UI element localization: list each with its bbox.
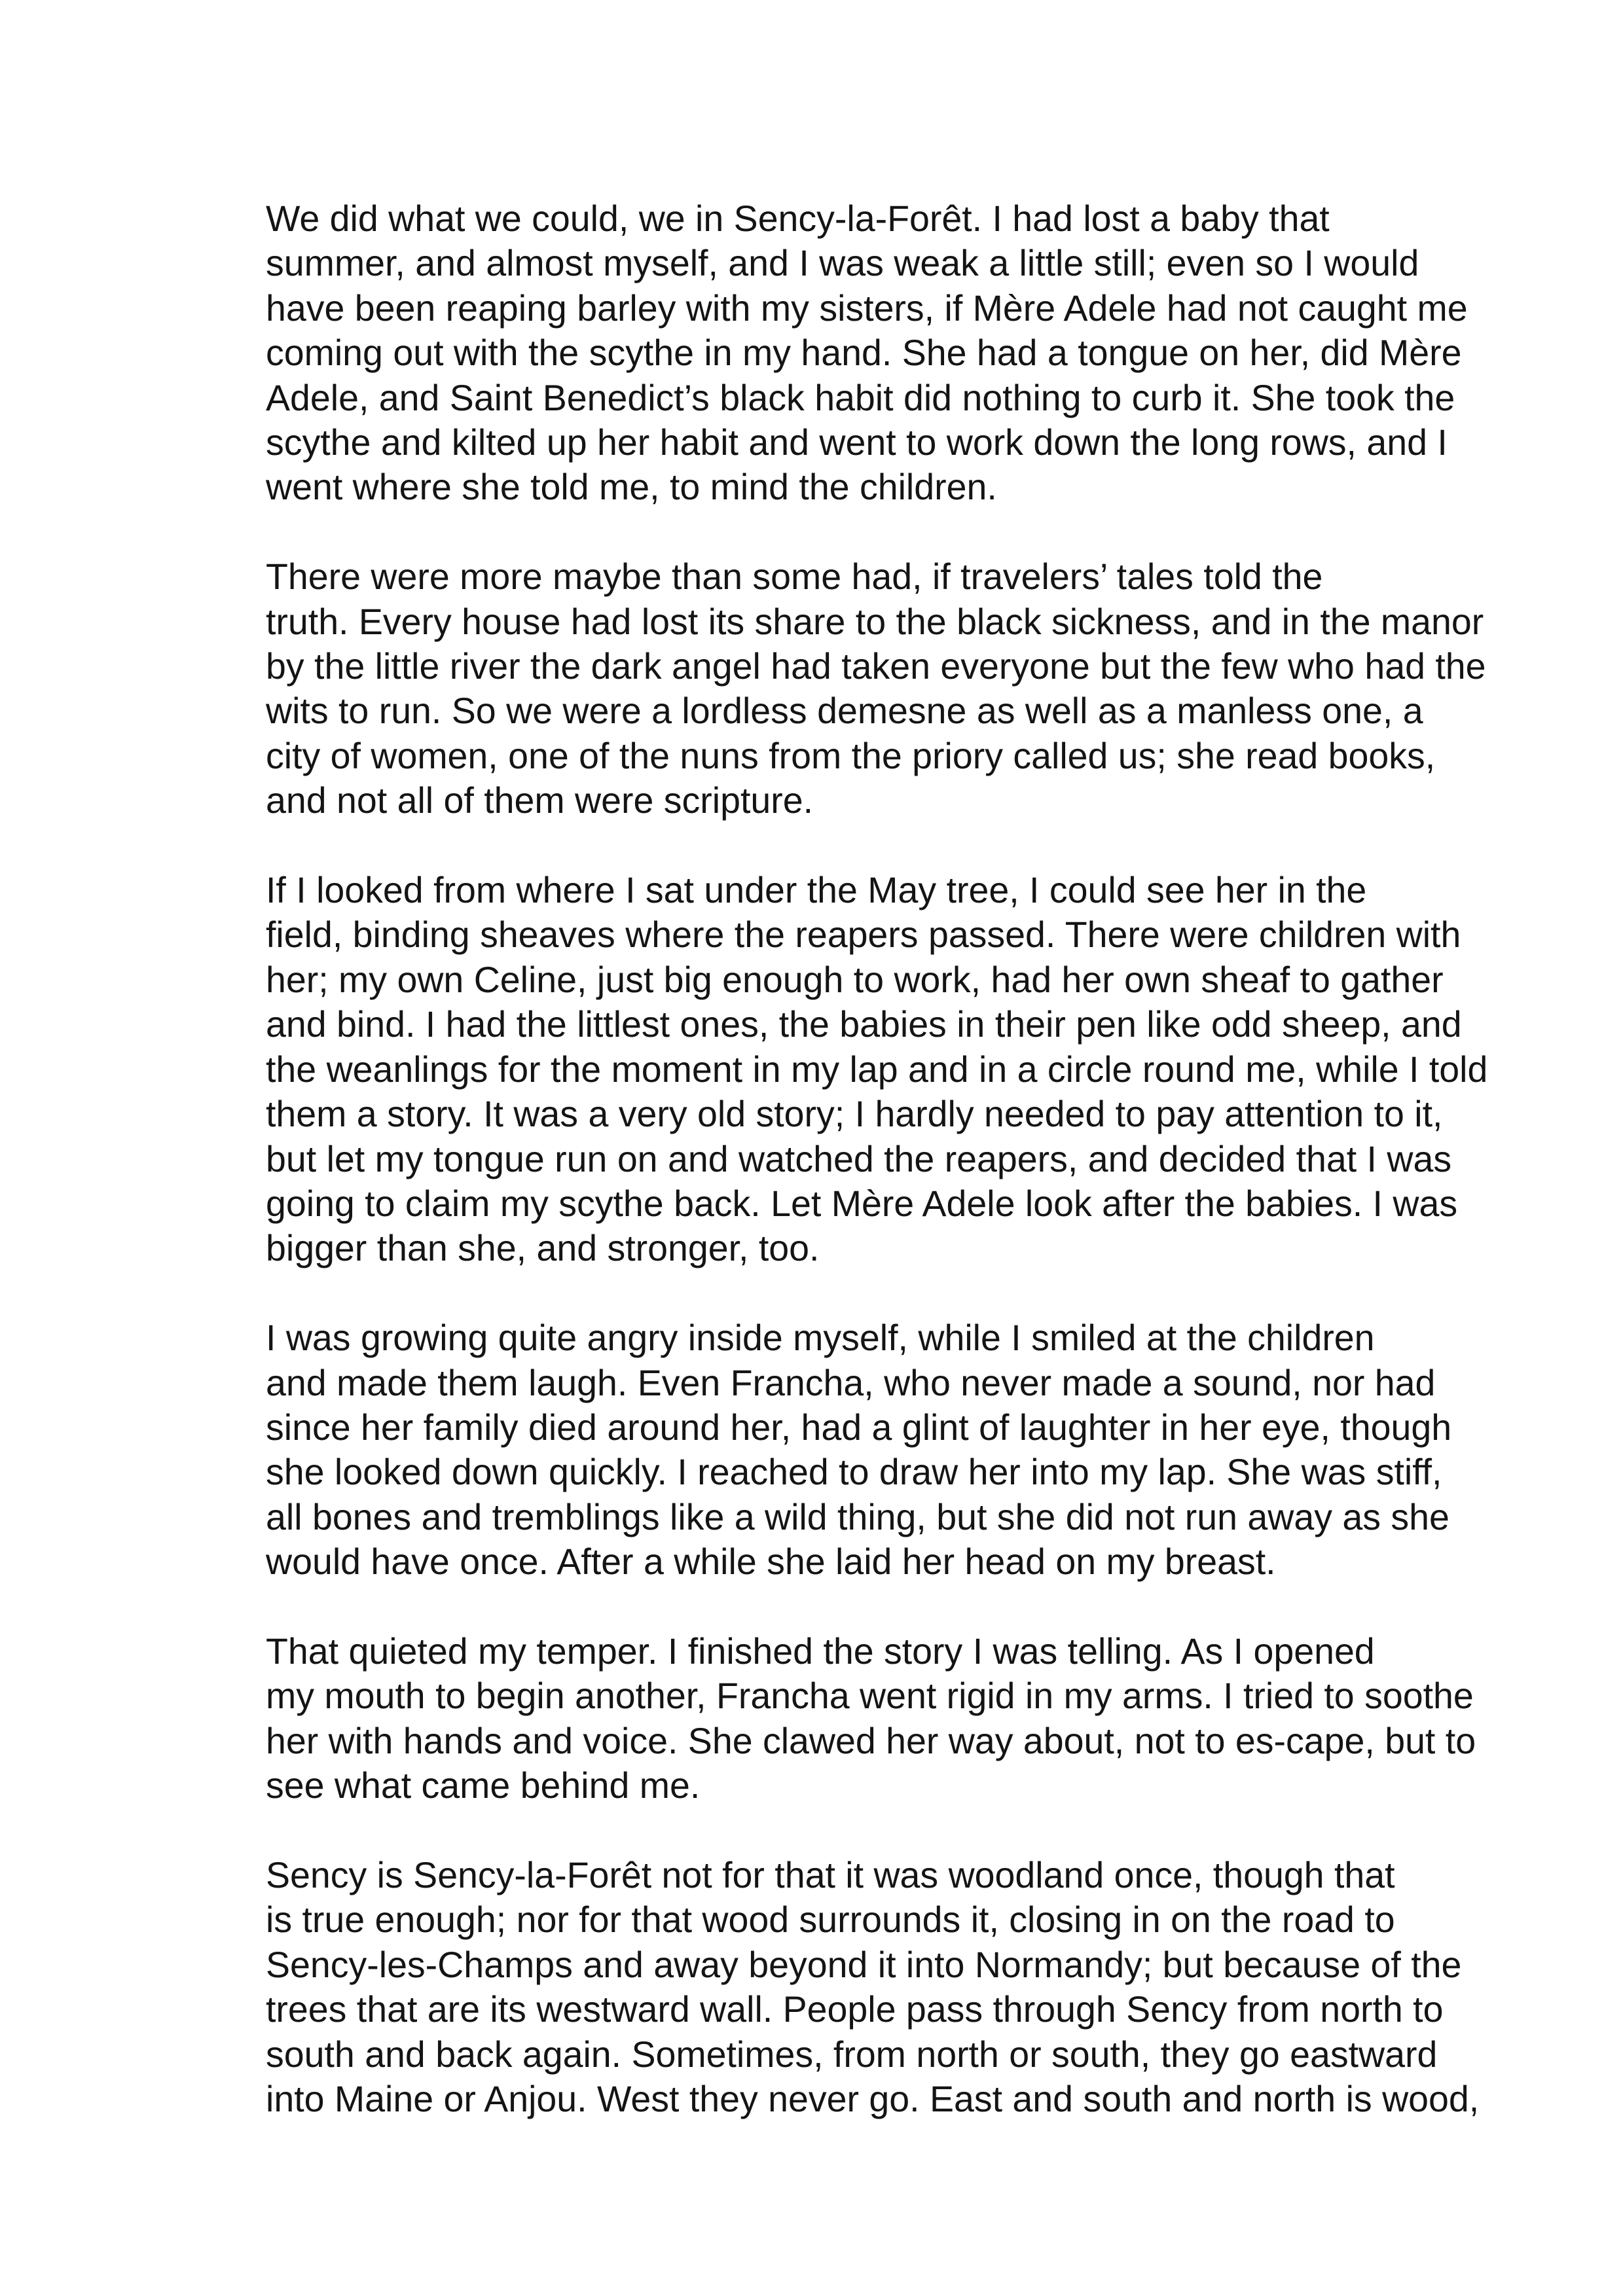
text-line: and made them laugh. Even Francha, who never made a sound, nor had bbox=[266, 1362, 1436, 1403]
text-line: the weanlings for the moment in my lap and in a circle round me, while I told bbox=[266, 1049, 1488, 1090]
text-line: That quieted my temper. I finished the story I was telling. As I opened bbox=[266, 1630, 1375, 1672]
paragraph-5 bbox=[166, 1629, 1476, 1808]
text-line: I was growing quite angry inside myself, while I smiled at the children bbox=[266, 1318, 1375, 1359]
text-line: city of women, one of the nuns from the priory called us; she read books, bbox=[266, 735, 1436, 776]
text-line: south and back again. Sometimes, from north or south, they go eastward bbox=[266, 2034, 1438, 2075]
text-line: and bind. I had the littlest ones, the babies in their pen like odd sheep, and bbox=[266, 1004, 1462, 1045]
text-line: is true enough; nor for that wood surrounds it, closing in on the road to bbox=[266, 1899, 1395, 1941]
text-line: bigger than she, and stronger, too. bbox=[266, 1228, 820, 1269]
text-line: field, binding sheaves where the reapers passed. There were children with bbox=[266, 914, 1461, 956]
text-line: scythe and kilted up her habit and went to work down the long rows, and I bbox=[266, 422, 1448, 463]
text-line: If I looked from where I sat under the May tree, I could see her in the bbox=[266, 870, 1367, 911]
text-line: see what came behind me. bbox=[266, 1765, 701, 1806]
text-line: would have once. After a while she laid her head on my breast. bbox=[266, 1541, 1276, 1583]
text-line: my mouth to begin another, Francha went rigid in my arms. I tried to soothe bbox=[266, 1676, 1474, 1717]
text-line: her; my own Celine, just big enough to work, had her own sheaf to gather bbox=[266, 959, 1444, 1000]
text-line: went where she told me, to mind the children. bbox=[266, 467, 997, 508]
text-line: wits to run. So we were a lordless demesne as well as a manless one, a bbox=[266, 691, 1423, 732]
paragraph-1 bbox=[166, 196, 1476, 510]
text-line: and not all of them were scripture. bbox=[266, 780, 813, 821]
text-line: but let my tongue run on and watched the reapers, and decided that I was bbox=[266, 1138, 1452, 1179]
text-line: since her family died around her, had a glint of laughter in her eye, though bbox=[266, 1407, 1452, 1448]
text-line: trees that are its westward wall. People pass through Sency from north to bbox=[266, 1989, 1444, 2030]
paragraph-4 bbox=[166, 1316, 1476, 1584]
text-line: Sency-les-Champs and away beyond it into Normandy; but because of the bbox=[266, 1944, 1462, 1985]
text-line: We did what we could, we in Sency-la-Forêt. I had lost a baby that bbox=[266, 198, 1330, 239]
text-line: summer, and almost myself, and I was weak a little still; even so I would bbox=[266, 243, 1419, 284]
text-line: going to claim my scythe back. Let Mère Adele look after the babies. I was bbox=[266, 1183, 1458, 1224]
text-line: coming out with the scythe in my hand. She had a tongue on her, did Mère bbox=[266, 332, 1462, 374]
text-line: have been reaping barley with my sisters, if Mère Adele had not caught me bbox=[266, 287, 1468, 329]
text-line: into Maine or Anjou. West they never go. East and south and north is wood, bbox=[266, 2078, 1480, 2119]
body-text bbox=[166, 196, 1488, 2166]
text-line: them a story. It was a very old story; I hardly needed to pay attention to it, bbox=[266, 1094, 1443, 1135]
text-line: her with hands and voice. She clawed her way about, not to es-cape, but to bbox=[266, 1720, 1476, 1761]
paragraph-6 bbox=[166, 1853, 1480, 2121]
text-line: Sency is Sency-la-Forêt not for that it was woodland once, though that bbox=[266, 1854, 1395, 1895]
text-line: There were more maybe than some had, if travelers’ tales told the bbox=[266, 556, 1323, 598]
paragraph-2 bbox=[166, 554, 1486, 823]
text-line: she looked down quickly. I reached to draw her into my lap. She was stiff, bbox=[266, 1452, 1442, 1493]
paragraph-3 bbox=[166, 868, 1488, 1271]
text-line: by the little river the dark angel had taken everyone but the few who had the bbox=[266, 646, 1486, 687]
text-line: truth. Every house had lost its share to the black sickness, and in the manor bbox=[266, 601, 1484, 642]
text-line: Adele, and Saint Benedict’s black habit did nothing to curb it. She took the bbox=[266, 377, 1455, 418]
text-line: all bones and tremblings like a wild thing, but she did not run away as she bbox=[266, 1496, 1450, 1537]
